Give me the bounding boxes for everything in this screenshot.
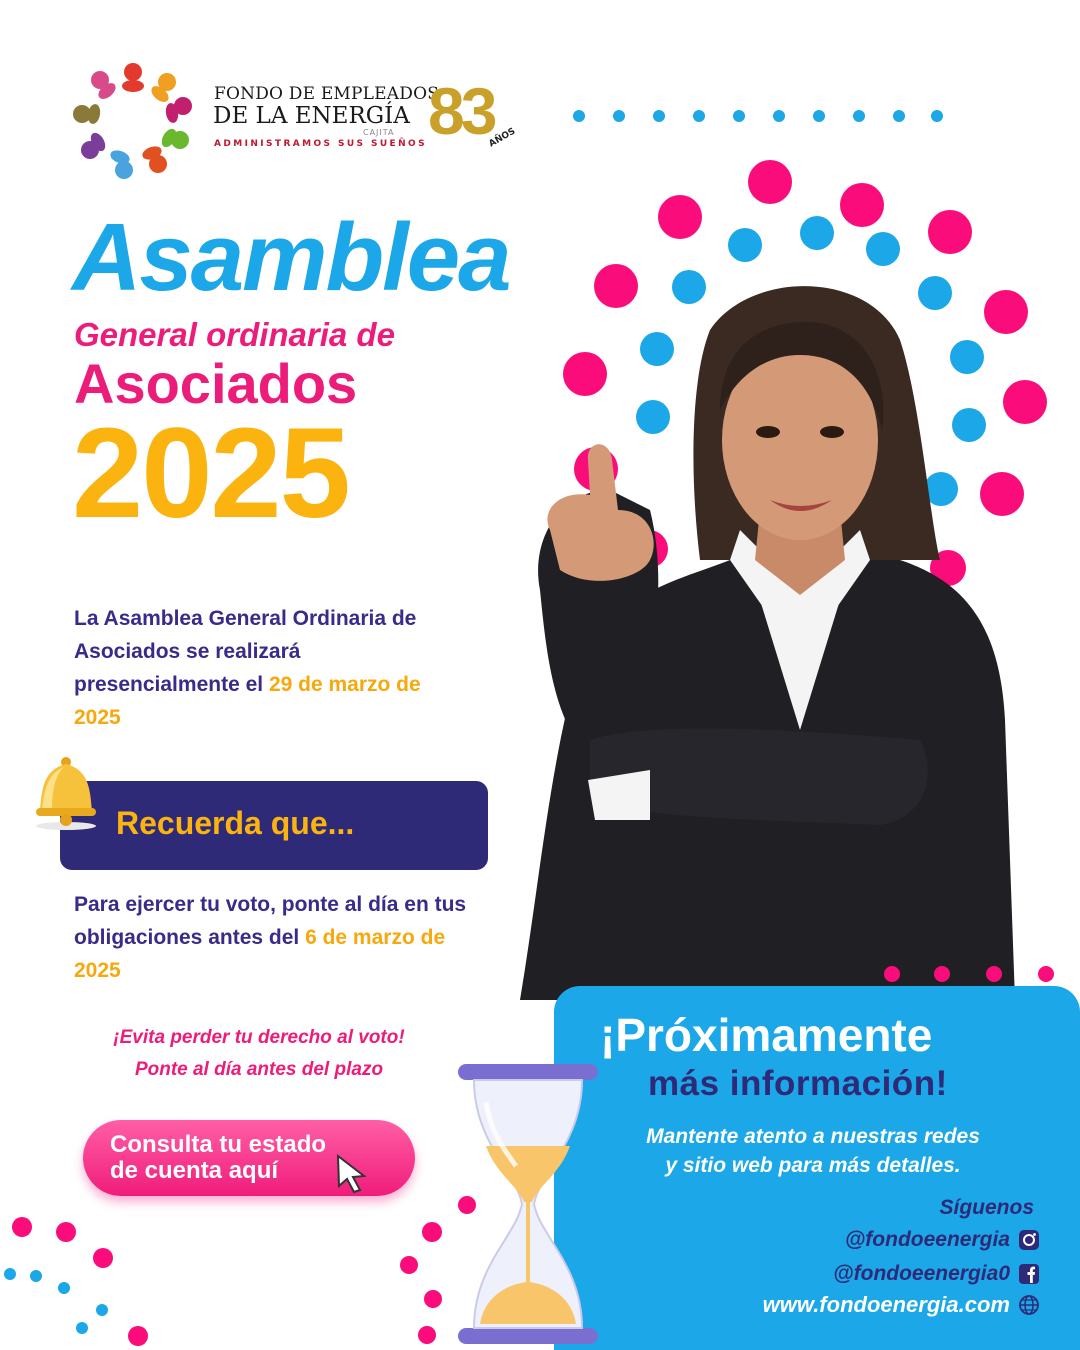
- facebook-handle: @fondoeenergia0: [833, 1262, 1010, 1285]
- facebook-icon: [1018, 1263, 1040, 1285]
- reminder-paragraph: [74, 888, 474, 987]
- anniversary-number: 83: [428, 74, 494, 148]
- org-subtag: CAJITA: [363, 128, 395, 137]
- title-general-ordinaria: General ordinaria de: [74, 316, 395, 353]
- hourglass-icon: [456, 1062, 600, 1346]
- reminder-text: Para ejercer tu voto, ponte al día en tus obligaciones antes del: [74, 893, 467, 949]
- woman-thumbs-up-photo: [500, 260, 1020, 1000]
- title-asociados: Asociados: [74, 352, 358, 415]
- website-link[interactable]: [763, 1292, 1040, 1318]
- instagram-handle: @fondoeenergia: [844, 1228, 1010, 1251]
- cursor-icon: [334, 1154, 370, 1194]
- intro-paragraph: [74, 602, 454, 734]
- globe-icon: [1018, 1294, 1040, 1316]
- org-name-line1: FONDO DE EMPLEADOS: [214, 84, 440, 104]
- facebook-link[interactable]: [833, 1262, 1040, 1286]
- vote-warning: [74, 1022, 444, 1086]
- title-year: 2025: [72, 402, 349, 545]
- upcoming-note-line2: y sitio web para más detalles.: [665, 1154, 961, 1177]
- reminder-label: Recuerda que...: [116, 805, 355, 841]
- vote-warning-line2: Ponte al día antes del plazo: [134, 1059, 384, 1080]
- upcoming-note: [596, 1122, 1030, 1180]
- reminder-deadline: 6 de marzo de 2025: [74, 926, 446, 982]
- instagram-link[interactable]: [845, 1228, 1040, 1252]
- instagram-icon: [1018, 1229, 1040, 1251]
- cta-line1: Consulta tu estado: [110, 1131, 327, 1158]
- upcoming-subtitle: más información!: [648, 1064, 948, 1103]
- cta-line2: de cuenta aquí: [110, 1157, 279, 1184]
- intro-text: La Asamblea General Ordinaria de Asociados se realizará presencialmente el: [74, 607, 417, 696]
- upcoming-title: ¡Próximamente: [600, 1009, 933, 1061]
- org-name-line2: DE LA ENERGÍA: [213, 103, 410, 129]
- org-slogan: ADMINISTRAMOS SUS SUEÑOS: [214, 139, 427, 149]
- account-status-button-label: [110, 1132, 370, 1184]
- title-asamblea: Asamblea: [72, 204, 510, 311]
- reminder-banner: [60, 781, 488, 870]
- follow-label: Síguenos: [939, 1196, 1034, 1219]
- upcoming-note-line1: Mantente atento a nuestras redes: [646, 1125, 980, 1148]
- website-url: www.fondoenergia.com: [762, 1292, 1010, 1317]
- anniversary-label: AÑOS: [487, 126, 518, 150]
- assembly-date: 29 de marzo de 2025: [74, 673, 421, 729]
- people-ring-logo-icon: [72, 58, 194, 180]
- vote-warning-line1: ¡Evita perder tu derecho al voto!: [113, 1027, 405, 1048]
- bell-icon: [28, 752, 102, 832]
